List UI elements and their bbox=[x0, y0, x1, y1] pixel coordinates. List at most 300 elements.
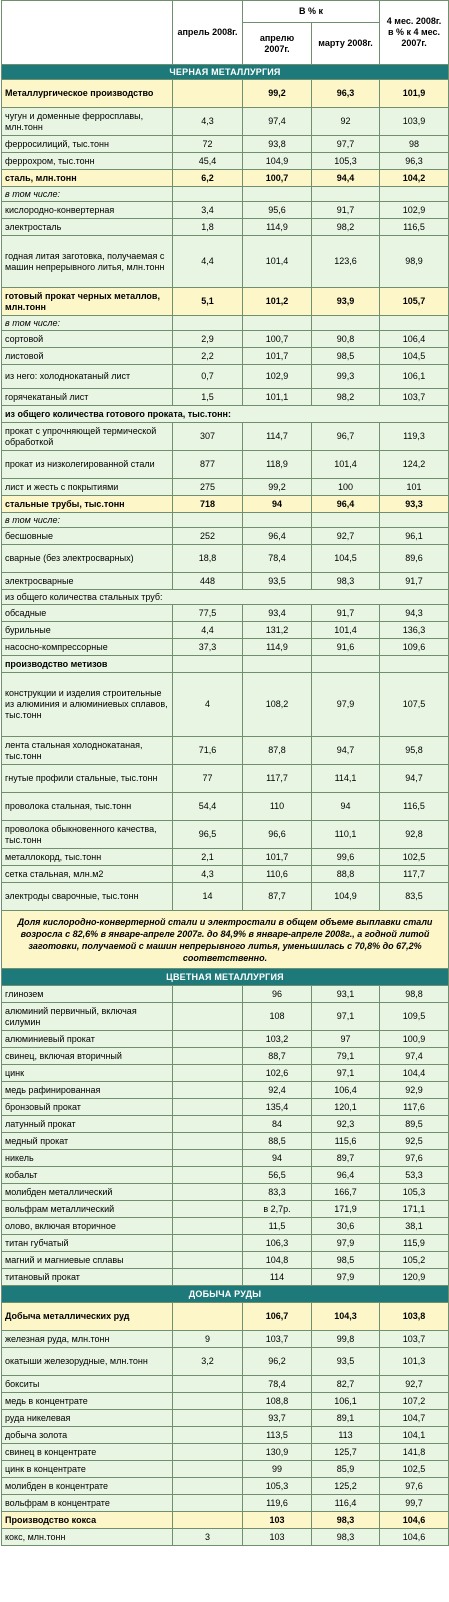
table-row bbox=[2, 202, 449, 219]
value-pct-4-months: 104,6 bbox=[380, 1529, 449, 1546]
value-april-2008 bbox=[173, 1410, 243, 1427]
value-pct-4-months: 92,7 bbox=[380, 1376, 449, 1393]
value-april-2008 bbox=[173, 1031, 243, 1048]
value-april-2008: 1,5 bbox=[173, 389, 243, 406]
section-title: ЧЕРНАЯ МЕТАЛЛУРГИЯ bbox=[2, 65, 449, 80]
subheading-row bbox=[2, 406, 449, 423]
value-pct-march-2008: 91,6 bbox=[312, 639, 380, 656]
value-pct-april-2007: 113,5 bbox=[243, 1427, 312, 1444]
value-pct-april-2007 bbox=[243, 316, 312, 331]
value-pct-4-months: 105,2 bbox=[380, 1252, 449, 1269]
table-row bbox=[2, 1478, 449, 1495]
value-april-2008 bbox=[173, 1461, 243, 1478]
value-pct-april-2007: 88,5 bbox=[243, 1133, 312, 1150]
row-label: медный прокат bbox=[2, 1133, 173, 1150]
table-row bbox=[2, 1065, 449, 1082]
value-april-2008 bbox=[173, 1116, 243, 1133]
row-label: бурильные bbox=[2, 622, 173, 639]
value-april-2008 bbox=[173, 1082, 243, 1099]
value-pct-april-2007: 103 bbox=[243, 1529, 312, 1546]
value-pct-march-2008: 104,5 bbox=[312, 545, 380, 573]
value-pct-4-months: 98,8 bbox=[380, 986, 449, 1003]
row-label: алюминиевый прокат bbox=[2, 1031, 173, 1048]
value-april-2008 bbox=[173, 1427, 243, 1444]
value-pct-4-months: 96,1 bbox=[380, 528, 449, 545]
value-april-2008: 14 bbox=[173, 883, 243, 911]
row-label: прокат с упрочняющей термической обработкой bbox=[2, 423, 173, 451]
value-pct-4-months: 100,9 bbox=[380, 1031, 449, 1048]
table-row bbox=[2, 219, 449, 236]
value-pct-march-2008: 125,7 bbox=[312, 1444, 380, 1461]
value-pct-march-2008: 110,1 bbox=[312, 821, 380, 849]
row-label: вольфрам в концентрате bbox=[2, 1495, 173, 1512]
value-april-2008: 71,6 bbox=[173, 737, 243, 765]
value-pct-4-months bbox=[380, 187, 449, 202]
value-pct-4-months: 106,4 bbox=[380, 331, 449, 348]
value-april-2008: 448 bbox=[173, 573, 243, 590]
value-pct-april-2007: 101,2 bbox=[243, 288, 312, 316]
value-pct-march-2008: 98,3 bbox=[312, 1512, 380, 1529]
row-label: металлокорд, тыс.тонн bbox=[2, 849, 173, 866]
row-label: обсадные bbox=[2, 605, 173, 622]
value-pct-4-months: 116,5 bbox=[380, 793, 449, 821]
row-label: окатыши железорудные, млн.тонн bbox=[2, 1348, 173, 1376]
header-4-months: 4 мес. 2008г. в % к 4 мес. 2007г. bbox=[380, 1, 449, 65]
value-pct-april-2007: 103,2 bbox=[243, 1031, 312, 1048]
table-row bbox=[2, 513, 449, 528]
value-april-2008: 877 bbox=[173, 451, 243, 479]
value-april-2008: 96,5 bbox=[173, 821, 243, 849]
value-pct-march-2008: 30,6 bbox=[312, 1218, 380, 1235]
value-april-2008 bbox=[173, 1495, 243, 1512]
value-april-2008: 3,2 bbox=[173, 1348, 243, 1376]
row-label: никель bbox=[2, 1150, 173, 1167]
row-label: стальные трубы, тыс.тонн bbox=[2, 496, 173, 513]
value-pct-4-months: 104,1 bbox=[380, 1427, 449, 1444]
value-pct-march-2008 bbox=[312, 187, 380, 202]
value-pct-april-2007: 56,5 bbox=[243, 1167, 312, 1184]
table-row bbox=[2, 605, 449, 622]
header-march-2008: марту 2008г. bbox=[312, 23, 380, 65]
row-label: бронзовый прокат bbox=[2, 1099, 173, 1116]
row-label: титановый прокат bbox=[2, 1269, 173, 1286]
value-pct-april-2007 bbox=[243, 656, 312, 673]
value-april-2008 bbox=[173, 1065, 243, 1082]
table-row bbox=[2, 639, 449, 656]
row-label: молибден металлический bbox=[2, 1184, 173, 1201]
row-label: чугун и доменные ферросплавы, млн.тонн bbox=[2, 108, 173, 136]
section-header-row bbox=[2, 1286, 449, 1303]
value-april-2008 bbox=[173, 1376, 243, 1393]
value-pct-4-months bbox=[380, 513, 449, 528]
value-pct-4-months: 103,9 bbox=[380, 108, 449, 136]
value-pct-april-2007: 114 bbox=[243, 1269, 312, 1286]
table-row bbox=[2, 236, 449, 288]
value-pct-march-2008: 93,5 bbox=[312, 1348, 380, 1376]
value-pct-march-2008: 105,3 bbox=[312, 153, 380, 170]
row-label: кокс, млн.тонн bbox=[2, 1529, 173, 1546]
table-row bbox=[2, 765, 449, 793]
value-april-2008 bbox=[173, 656, 243, 673]
table-row bbox=[2, 737, 449, 765]
header-row-1 bbox=[2, 1, 449, 23]
row-label: лист и жесть с покрытиями bbox=[2, 479, 173, 496]
value-pct-4-months: 104,2 bbox=[380, 170, 449, 187]
value-pct-4-months: 92,5 bbox=[380, 1133, 449, 1150]
table-row bbox=[2, 1167, 449, 1184]
value-pct-march-2008: 92,3 bbox=[312, 1116, 380, 1133]
value-pct-4-months: 98 bbox=[380, 136, 449, 153]
table-row bbox=[2, 365, 449, 389]
value-pct-march-2008: 98,3 bbox=[312, 1529, 380, 1546]
value-pct-march-2008: 98,5 bbox=[312, 348, 380, 365]
table-row bbox=[2, 348, 449, 365]
row-label: прокат из низколегированной стали bbox=[2, 451, 173, 479]
table-row bbox=[2, 573, 449, 590]
row-label: бокситы bbox=[2, 1376, 173, 1393]
value-pct-march-2008: 79,1 bbox=[312, 1048, 380, 1065]
value-pct-march-2008: 97,1 bbox=[312, 1065, 380, 1082]
value-pct-4-months: 105,3 bbox=[380, 1184, 449, 1201]
table-row bbox=[2, 479, 449, 496]
value-pct-4-months: 115,9 bbox=[380, 1235, 449, 1252]
table-row bbox=[2, 986, 449, 1003]
value-pct-4-months: 101 bbox=[380, 479, 449, 496]
value-pct-april-2007: 131,2 bbox=[243, 622, 312, 639]
table-row bbox=[2, 1495, 449, 1512]
value-pct-4-months: 141,8 bbox=[380, 1444, 449, 1461]
value-pct-march-2008: 97,9 bbox=[312, 673, 380, 737]
table-row bbox=[2, 1303, 449, 1331]
value-april-2008: 77 bbox=[173, 765, 243, 793]
value-pct-march-2008: 91,7 bbox=[312, 202, 380, 219]
header-blank-cell bbox=[2, 1, 173, 65]
value-april-2008 bbox=[173, 1444, 243, 1461]
row-label: цинк в концентрате bbox=[2, 1461, 173, 1478]
table-row bbox=[2, 496, 449, 513]
value-april-2008: 4,4 bbox=[173, 236, 243, 288]
value-pct-april-2007: 101,7 bbox=[243, 348, 312, 365]
value-pct-march-2008: 82,7 bbox=[312, 1376, 380, 1393]
value-april-2008: 4 bbox=[173, 673, 243, 737]
table-row bbox=[2, 1512, 449, 1529]
value-pct-april-2007: 102,6 bbox=[243, 1065, 312, 1082]
value-pct-4-months: 101,9 bbox=[380, 80, 449, 108]
row-label: гнутые профили стальные, тыс.тонн bbox=[2, 765, 173, 793]
value-pct-march-2008: 115,6 bbox=[312, 1133, 380, 1150]
value-april-2008: 2,9 bbox=[173, 331, 243, 348]
row-label: молибден в концентрате bbox=[2, 1478, 173, 1495]
value-pct-april-2007: 87,8 bbox=[243, 737, 312, 765]
value-pct-march-2008: 98,2 bbox=[312, 389, 380, 406]
value-april-2008 bbox=[173, 1303, 243, 1331]
value-pct-april-2007: 84 bbox=[243, 1116, 312, 1133]
value-pct-march-2008: 97,9 bbox=[312, 1269, 380, 1286]
value-pct-april-2007: 92,4 bbox=[243, 1082, 312, 1099]
value-pct-4-months: 97,4 bbox=[380, 1048, 449, 1065]
note-row bbox=[2, 911, 449, 969]
table-row bbox=[2, 883, 449, 911]
value-pct-march-2008: 93,9 bbox=[312, 288, 380, 316]
value-pct-march-2008: 106,4 bbox=[312, 1082, 380, 1099]
value-pct-april-2007: 100,7 bbox=[243, 170, 312, 187]
value-april-2008 bbox=[173, 1218, 243, 1235]
value-pct-march-2008: 114,1 bbox=[312, 765, 380, 793]
row-label: Производство кокса bbox=[2, 1512, 173, 1529]
row-label: годная литая заготовка, получаемая с машин непрерывного литья, млн.тонн bbox=[2, 236, 173, 288]
row-label: глинозем bbox=[2, 986, 173, 1003]
value-pct-march-2008: 99,6 bbox=[312, 849, 380, 866]
row-label: кобальт bbox=[2, 1167, 173, 1184]
table-row bbox=[2, 1048, 449, 1065]
value-pct-april-2007 bbox=[243, 187, 312, 202]
row-label: в том числе: bbox=[2, 316, 173, 331]
value-pct-4-months: 102,5 bbox=[380, 849, 449, 866]
value-pct-march-2008: 97,1 bbox=[312, 1003, 380, 1031]
row-label: олово, включая вторичное bbox=[2, 1218, 173, 1235]
row-label: свинец, включая вторичный bbox=[2, 1048, 173, 1065]
value-pct-april-2007: 114,7 bbox=[243, 423, 312, 451]
value-pct-april-2007: 78,4 bbox=[243, 1376, 312, 1393]
section-header-row bbox=[2, 969, 449, 986]
value-april-2008 bbox=[173, 1150, 243, 1167]
value-april-2008 bbox=[173, 1099, 243, 1116]
row-label: цинк bbox=[2, 1065, 173, 1082]
value-pct-march-2008: 106,1 bbox=[312, 1393, 380, 1410]
value-april-2008 bbox=[173, 1048, 243, 1065]
table-row bbox=[2, 316, 449, 331]
row-label: медь рафинированная bbox=[2, 1082, 173, 1099]
value-pct-march-2008: 88,8 bbox=[312, 866, 380, 883]
table-row bbox=[2, 451, 449, 479]
value-april-2008: 718 bbox=[173, 496, 243, 513]
value-april-2008 bbox=[173, 316, 243, 331]
value-april-2008 bbox=[173, 513, 243, 528]
value-april-2008: 4,3 bbox=[173, 866, 243, 883]
value-pct-april-2007: 106,3 bbox=[243, 1235, 312, 1252]
header-april-2008: апрель 2008г. bbox=[173, 1, 243, 65]
row-label: насосно-компрессорные bbox=[2, 639, 173, 656]
row-label: горячекатаный лист bbox=[2, 389, 173, 406]
table-row bbox=[2, 866, 449, 883]
value-pct-april-2007: 103 bbox=[243, 1512, 312, 1529]
value-pct-4-months: 107,2 bbox=[380, 1393, 449, 1410]
row-label: производство метизов bbox=[2, 656, 173, 673]
value-april-2008 bbox=[173, 1003, 243, 1031]
header-pct-group: В % к bbox=[243, 1, 380, 23]
value-april-2008: 2,2 bbox=[173, 348, 243, 365]
value-pct-march-2008: 92 bbox=[312, 108, 380, 136]
value-pct-march-2008: 166,7 bbox=[312, 1184, 380, 1201]
row-label: сортовой bbox=[2, 331, 173, 348]
value-pct-4-months: 97,6 bbox=[380, 1478, 449, 1495]
row-label: латунный прокат bbox=[2, 1116, 173, 1133]
value-pct-march-2008: 113 bbox=[312, 1427, 380, 1444]
value-pct-4-months: 101,3 bbox=[380, 1348, 449, 1376]
value-april-2008: 9 bbox=[173, 1331, 243, 1348]
value-pct-4-months: 89,6 bbox=[380, 545, 449, 573]
table-row bbox=[2, 1427, 449, 1444]
value-pct-4-months: 117,7 bbox=[380, 866, 449, 883]
value-pct-4-months: 92,8 bbox=[380, 821, 449, 849]
value-pct-4-months: 117,6 bbox=[380, 1099, 449, 1116]
value-april-2008: 3,4 bbox=[173, 202, 243, 219]
value-pct-4-months: 92,9 bbox=[380, 1082, 449, 1099]
table-row bbox=[2, 331, 449, 348]
value-pct-april-2007: 93,8 bbox=[243, 136, 312, 153]
value-april-2008: 5,1 bbox=[173, 288, 243, 316]
value-pct-march-2008: 96,4 bbox=[312, 1167, 380, 1184]
value-pct-4-months bbox=[380, 656, 449, 673]
table-row bbox=[2, 1348, 449, 1376]
value-pct-march-2008 bbox=[312, 316, 380, 331]
row-label: из него: холоднокатаный лист bbox=[2, 365, 173, 389]
value-april-2008: 37,3 bbox=[173, 639, 243, 656]
value-pct-march-2008: 97 bbox=[312, 1031, 380, 1048]
table-row bbox=[2, 656, 449, 673]
table-row bbox=[2, 622, 449, 639]
value-pct-april-2007: 99,2 bbox=[243, 80, 312, 108]
row-label: сталь, млн.тонн bbox=[2, 170, 173, 187]
value-pct-march-2008: 92,7 bbox=[312, 528, 380, 545]
row-label: электросварные bbox=[2, 573, 173, 590]
row-label: титан губчатый bbox=[2, 1235, 173, 1252]
value-pct-march-2008: 99,8 bbox=[312, 1331, 380, 1348]
value-pct-march-2008: 97,7 bbox=[312, 136, 380, 153]
table-row bbox=[2, 288, 449, 316]
value-april-2008: 275 bbox=[173, 479, 243, 496]
section-header-row bbox=[2, 65, 449, 80]
row-label: листовой bbox=[2, 348, 173, 365]
row-label: в том числе: bbox=[2, 513, 173, 528]
value-pct-march-2008: 104,9 bbox=[312, 883, 380, 911]
value-april-2008 bbox=[173, 1133, 243, 1150]
value-april-2008: 307 bbox=[173, 423, 243, 451]
value-pct-april-2007: 93,7 bbox=[243, 1410, 312, 1427]
table-row bbox=[2, 821, 449, 849]
value-pct-4-months: 109,6 bbox=[380, 639, 449, 656]
table-row bbox=[2, 1410, 449, 1427]
table-row bbox=[2, 793, 449, 821]
value-april-2008: 77,5 bbox=[173, 605, 243, 622]
value-pct-april-2007: 101,1 bbox=[243, 389, 312, 406]
value-pct-april-2007: 88,7 bbox=[243, 1048, 312, 1065]
row-label: готовый прокат черных металлов, млн.тонн bbox=[2, 288, 173, 316]
value-pct-4-months: 38,1 bbox=[380, 1218, 449, 1235]
value-pct-march-2008: 93,1 bbox=[312, 986, 380, 1003]
table-row bbox=[2, 1099, 449, 1116]
value-pct-4-months: 103,7 bbox=[380, 389, 449, 406]
value-pct-april-2007: 96 bbox=[243, 986, 312, 1003]
table-row bbox=[2, 849, 449, 866]
value-pct-4-months: 102,5 bbox=[380, 1461, 449, 1478]
value-april-2008: 6,2 bbox=[173, 170, 243, 187]
value-pct-4-months: 104,4 bbox=[380, 1065, 449, 1082]
table-row bbox=[2, 1218, 449, 1235]
value-pct-march-2008: 120,1 bbox=[312, 1099, 380, 1116]
row-label: кислородно-конвертерная bbox=[2, 202, 173, 219]
value-pct-april-2007: 87,7 bbox=[243, 883, 312, 911]
table-row bbox=[2, 1082, 449, 1099]
value-pct-4-months: 109,5 bbox=[380, 1003, 449, 1031]
subheading-row bbox=[2, 590, 449, 605]
value-april-2008 bbox=[173, 1478, 243, 1495]
value-pct-march-2008 bbox=[312, 656, 380, 673]
row-label: бесшовные bbox=[2, 528, 173, 545]
value-pct-april-2007: 103,7 bbox=[243, 1331, 312, 1348]
value-pct-april-2007: 110,6 bbox=[243, 866, 312, 883]
table-row bbox=[2, 1444, 449, 1461]
value-pct-march-2008: 125,2 bbox=[312, 1478, 380, 1495]
value-pct-4-months: 89,5 bbox=[380, 1116, 449, 1133]
table-row bbox=[2, 1150, 449, 1167]
table-row bbox=[2, 389, 449, 406]
row-label: ферросилиций, тыс.тонн bbox=[2, 136, 173, 153]
table-row bbox=[2, 1252, 449, 1269]
value-pct-april-2007: 78,4 bbox=[243, 545, 312, 573]
table-row bbox=[2, 1461, 449, 1478]
table-row bbox=[2, 1031, 449, 1048]
row-label: магний и магниевые сплавы bbox=[2, 1252, 173, 1269]
value-pct-april-2007: 108,8 bbox=[243, 1393, 312, 1410]
value-pct-4-months: 105,7 bbox=[380, 288, 449, 316]
table-row bbox=[2, 1235, 449, 1252]
value-pct-april-2007: 106,7 bbox=[243, 1303, 312, 1331]
value-pct-march-2008: 98,2 bbox=[312, 219, 380, 236]
table-row bbox=[2, 1269, 449, 1286]
value-pct-april-2007: в 2,7р. bbox=[243, 1201, 312, 1218]
value-april-2008: 1,8 bbox=[173, 219, 243, 236]
value-april-2008: 18,8 bbox=[173, 545, 243, 573]
value-pct-april-2007: 99,2 bbox=[243, 479, 312, 496]
row-label: проволока обыкновенного качества, тыс.тонн bbox=[2, 821, 173, 849]
value-pct-march-2008: 116,4 bbox=[312, 1495, 380, 1512]
value-pct-april-2007: 101,4 bbox=[243, 236, 312, 288]
value-april-2008: 2,1 bbox=[173, 849, 243, 866]
value-pct-march-2008: 100 bbox=[312, 479, 380, 496]
value-pct-march-2008: 91,7 bbox=[312, 605, 380, 622]
value-pct-april-2007: 130,9 bbox=[243, 1444, 312, 1461]
value-april-2008: 45,4 bbox=[173, 153, 243, 170]
table-row bbox=[2, 1116, 449, 1133]
row-label: медь в концентрате bbox=[2, 1393, 173, 1410]
value-pct-4-months bbox=[380, 316, 449, 331]
value-pct-april-2007: 94 bbox=[243, 1150, 312, 1167]
value-pct-march-2008: 96,7 bbox=[312, 423, 380, 451]
value-april-2008 bbox=[173, 1167, 243, 1184]
value-april-2008: 4,3 bbox=[173, 108, 243, 136]
value-pct-april-2007: 100,7 bbox=[243, 331, 312, 348]
table-row bbox=[2, 108, 449, 136]
table-row bbox=[2, 1529, 449, 1546]
value-pct-april-2007: 114,9 bbox=[243, 639, 312, 656]
value-pct-march-2008: 98,3 bbox=[312, 573, 380, 590]
value-pct-april-2007: 105,3 bbox=[243, 1478, 312, 1495]
value-pct-4-months: 93,3 bbox=[380, 496, 449, 513]
value-pct-4-months: 94,7 bbox=[380, 765, 449, 793]
value-pct-april-2007: 95,6 bbox=[243, 202, 312, 219]
row-label: лента стальная холоднокатаная, тыс.тонн bbox=[2, 737, 173, 765]
value-pct-march-2008: 89,1 bbox=[312, 1410, 380, 1427]
value-pct-april-2007: 117,7 bbox=[243, 765, 312, 793]
row-label: алюминий первичный, включая силумин bbox=[2, 1003, 173, 1031]
value-pct-4-months: 104,5 bbox=[380, 348, 449, 365]
value-pct-4-months: 104,6 bbox=[380, 1512, 449, 1529]
value-april-2008 bbox=[173, 1184, 243, 1201]
value-pct-march-2008: 101,4 bbox=[312, 622, 380, 639]
value-pct-4-months: 97,6 bbox=[380, 1150, 449, 1167]
table-row bbox=[2, 1133, 449, 1150]
